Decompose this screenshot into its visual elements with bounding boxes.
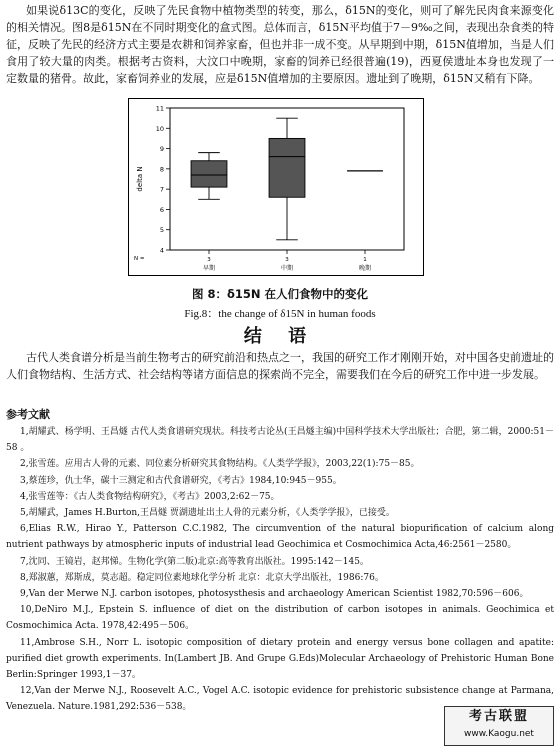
figure-caption-en: Fig.8：the change of δ15N in human foods bbox=[184, 308, 376, 320]
reference-item: 4,张雪莲等：《古人类食物结构研究》，《考古》2003,2:62－75。 bbox=[20, 491, 280, 502]
reference-list bbox=[6, 424, 554, 716]
references-title: 参考文献 bbox=[6, 408, 50, 421]
y-tick-label: 11 bbox=[155, 104, 164, 113]
reference-item: 9,Van der Merwe N.J. carbon isotopes, photosysthesis and archaeology American Scientist 1982,70:596－606。 bbox=[20, 589, 529, 600]
box-iqr bbox=[191, 161, 227, 187]
watermark-logo-text: 考古联盟 bbox=[468, 709, 529, 724]
category-count: 3 bbox=[207, 257, 211, 263]
y-tick-label: 4 bbox=[159, 246, 164, 255]
reference-item: 12,Van der Merwe N.J., Roosevelt A.C., Vogel A.C. isotopic evidence for prehistoric subsistence change at Parmana, Venezuela. Nature.1981,292:536－538。 bbox=[6, 686, 554, 713]
n-label: N = bbox=[134, 256, 145, 262]
category-label: 早期 bbox=[202, 265, 216, 272]
reference-item: 8,郑淑蕙，郑斯成，莫志超。稳定同位素地球化学分析 北京：北京大学出版社，1986:76。 bbox=[20, 572, 384, 583]
figure-caption-cn: 图 8：δ15N 在人们食物中的变化 bbox=[191, 287, 369, 301]
reference-item: 6,Elias R.W., Hirao Y., Patterson C.C.1982, The circumvention of the natural biopurification of calcium along nutrient pathways by atmospheric inputs of industrial lead Geochimica et Cosmochimica Acta,46:2561－2580。 bbox=[6, 524, 554, 551]
y-tick-label: 8 bbox=[159, 165, 164, 174]
y-tick-label: 9 bbox=[159, 145, 164, 154]
boxplot-chart bbox=[128, 98, 424, 276]
y-axis-label: delta N bbox=[136, 166, 144, 192]
watermark-url: www.Kaogu.net bbox=[464, 729, 534, 739]
section-title: 结 语 bbox=[243, 326, 317, 347]
reference-item: 2,张雪莲。应用古人骨的元素、同位素分析研究其食物结构。《人类学学报》，2003,22(1):75－85。 bbox=[20, 459, 420, 470]
y-tick-label: 7 bbox=[159, 185, 164, 194]
reference-item: 3,蔡莲珍，仇士华，碳十三测定和古代食谱研究，《考古》1984,10:945－955。 bbox=[20, 475, 342, 486]
paragraph-intro: 如果说δ13C的变化，反映了先民食物中植物类型的转变，那么，δ15N的变化，则可了解先民肉食来源变化的相关情况。图8是δ15N在不同时期变化的盒式图。总体而言，δ15N平均值于7－9‰之间，表现出杂食类的特征，反映了先民的经济方式主要是农耕和饲养家畜，但也并非一成不变。从早期到中期，δ15N值增加，当是人们食用了较大量的肉类。根据考古资料，大汶口中晚期，家畜的饲养已经很普遍(19)，西夏侯遗址本身也发现了一定数量的猪骨。故此，家畜饲养业的发展，应是δ15N值增加的主要原因。遗址到了晚期，δ15N又稍有下降。 bbox=[6, 4, 554, 85]
y-tick-label: 6 bbox=[159, 205, 164, 214]
reference-item: 1,胡耀武、杨学明、王昌燧 古代人类食谱研究现状。科技考古论丛(王昌燧主编)中国科学技术大学出版社；合肥，第二辑，2000:51－58 。 bbox=[6, 427, 554, 454]
y-tick-label: 10 bbox=[155, 124, 164, 133]
reference-item: 10,DeNiro M.J., Epstein S. influence of diet on the distribution of carbon isotopes in animals. Geochimica et Cosmochimica Acta. 1978,42:495－506。 bbox=[6, 605, 554, 632]
y-tick-label: 5 bbox=[159, 226, 164, 235]
reference-item: 11,Ambrose S.H., Norr L. isotopic composition of dietary protein and energy versus bone collagen and apatite: purified diet growth experiments. In(Lambert JB. And Grupe G.Eds)Molecular Archaeology of Prehistoric Human Bone Berlin:Springer 1993,1－37。 bbox=[6, 637, 554, 681]
paragraph-conclusion: 古代人类食谱分析是当前生物考古的研究前沿和热点之一，我国的研究工作才刚刚开始，对中国各史前遗址的人们食物结构、生活方式、社会结构等诸方面信息的探索尚不完全，需要我们在今后的研究工作中进一步发展。 bbox=[6, 351, 554, 381]
reference-item: 7,沈同、王镜岩，赵邦悌。生物化学(第二版)北京:高等教育出版社。1995:142－145。 bbox=[20, 556, 369, 567]
box-iqr bbox=[269, 138, 305, 197]
site-watermark bbox=[444, 706, 554, 746]
category-label: 晚期 bbox=[358, 265, 372, 272]
category-count: 1 bbox=[363, 257, 367, 263]
category-label: 中期 bbox=[280, 265, 294, 272]
reference-item: 5,胡耀武，James H.Burton,王昌燧 贾湖遗址出土人骨的元素分析，《人类学学报》，已接受。 bbox=[20, 508, 395, 519]
category-count: 3 bbox=[285, 257, 289, 263]
